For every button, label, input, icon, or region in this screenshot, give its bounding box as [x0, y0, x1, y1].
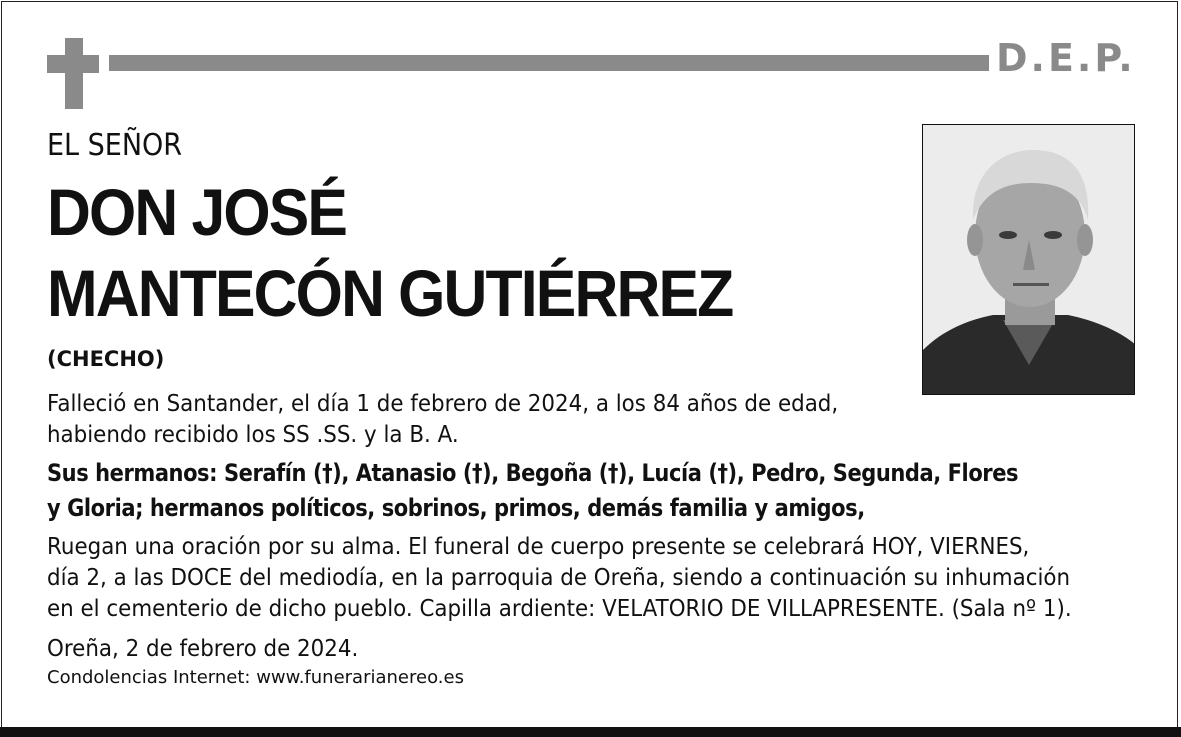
bottom-rule — [0, 727, 1181, 737]
funeral-request-line3: en el cementerio de dicho pueblo. Capilla ardiente: VELATORIO DE VILLAPRESENTE. (Sala nº 1). — [47, 596, 1072, 622]
header-rule — [109, 55, 989, 71]
cross-horizontal-bar — [47, 55, 99, 73]
death-details-line2: habiendo recibido los SS .SS. y la B. A. — [47, 422, 459, 448]
nickname: (CHECHO) — [47, 347, 165, 371]
dep-label: D.E.P. — [996, 36, 1136, 80]
family-line2: y Gloria; hermanos políticos, sobrinos, primos, demás familia y amigos, — [47, 494, 865, 522]
condolences-link[interactable]: Condolencias Internet: www.funerarianereo.es — [47, 667, 464, 688]
portrait-photo — [922, 124, 1135, 395]
deceased-name-line1: DON JOSÉ — [47, 175, 347, 249]
funeral-request-line2: día 2, a las DOCE del mediodía, en la parroquia de Oreña, siendo a continuación su inhumación — [47, 565, 1071, 591]
portrait-image — [923, 125, 1135, 395]
death-details-line1: Falleció en Santander, el día 1 de febrero de 2024, a los 84 años de edad, — [47, 391, 839, 417]
place-date: Oreña, 2 de febrero de 2024. — [47, 636, 359, 662]
intro-title: EL SEÑOR — [47, 128, 183, 163]
funeral-request-line1: Ruegan una oración por su alma. El funeral de cuerpo presente se celebrará HOY, VIERNES, — [47, 534, 1030, 560]
family-line1: Sus hermanos: Serafín (†), Atanasio (†), Begoña (†), Lucía (†), Pedro, Segunda, Flores — [47, 459, 1019, 487]
deceased-name-line2: MANTECÓN GUTIÉRREZ — [47, 256, 733, 330]
cross-vertical-bar — [65, 38, 83, 109]
